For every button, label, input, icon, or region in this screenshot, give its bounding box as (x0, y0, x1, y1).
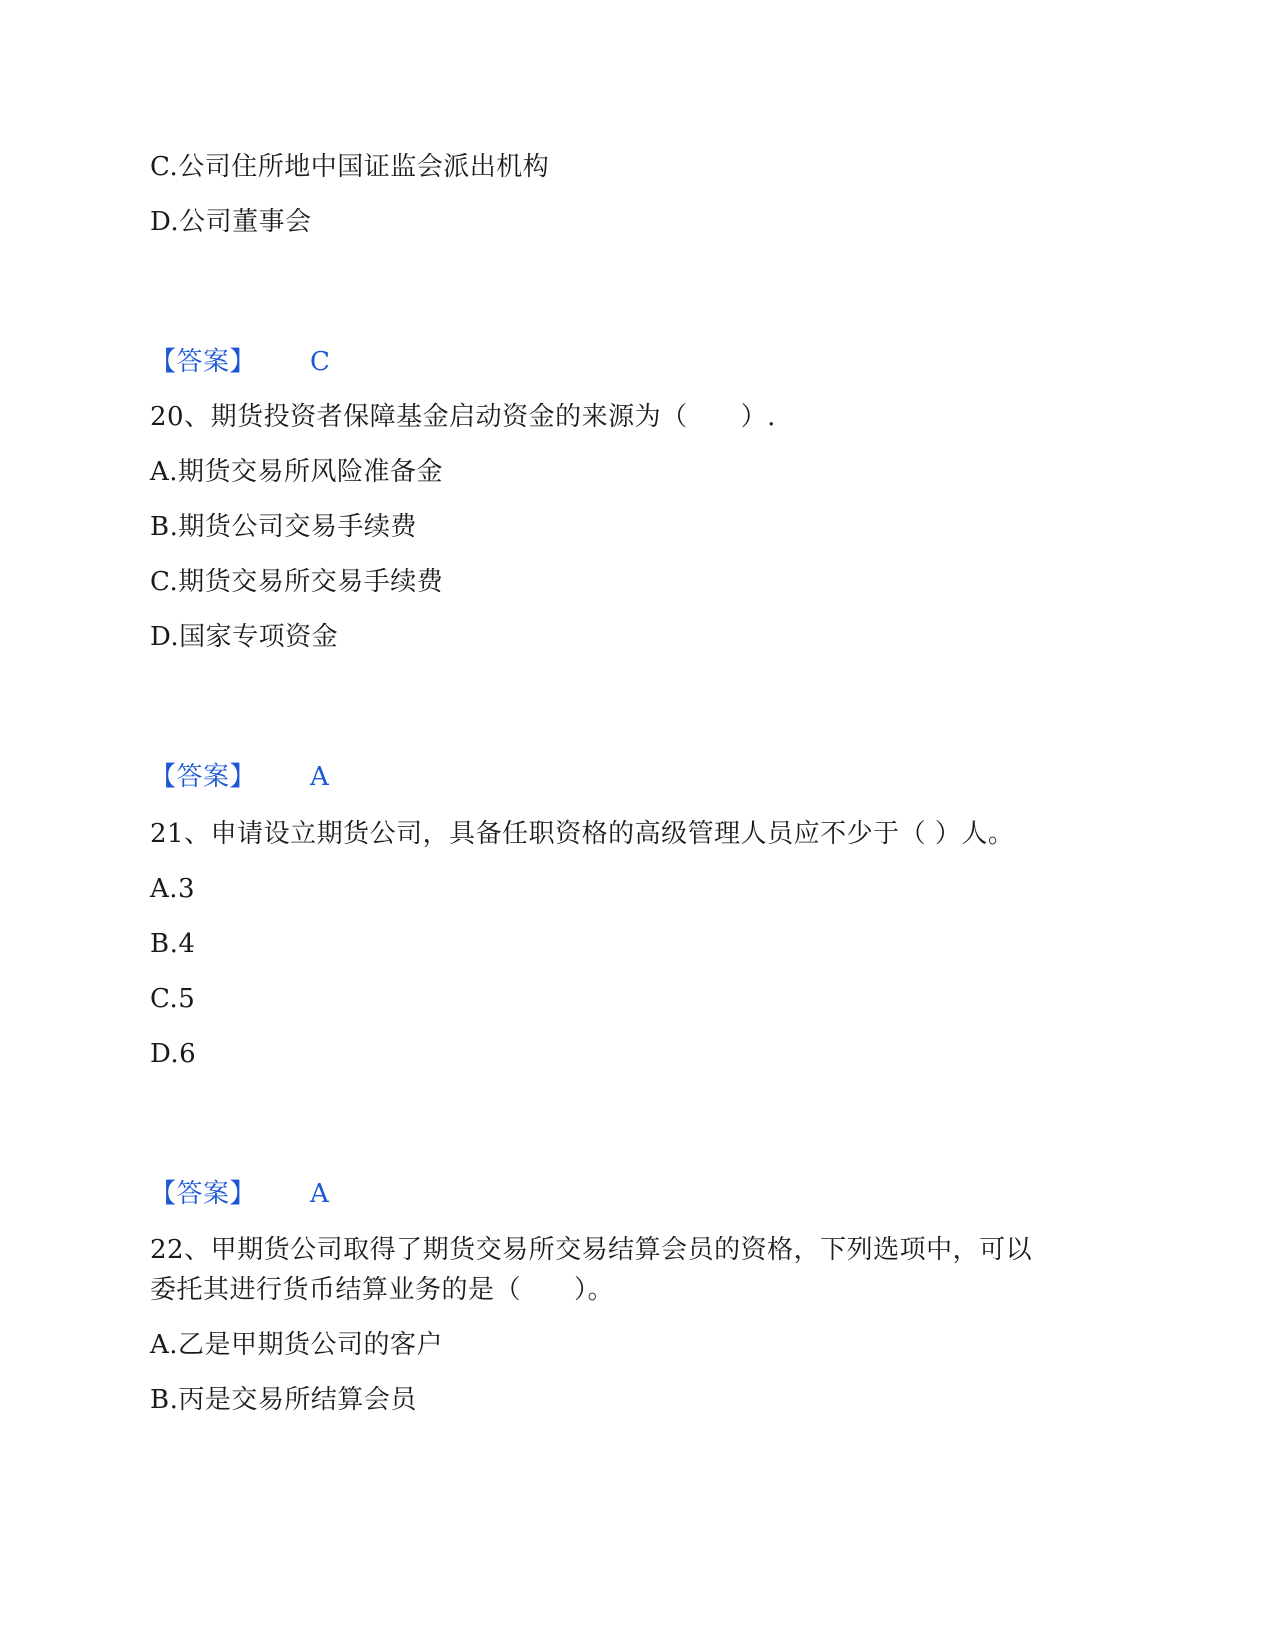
answer-value: C (310, 347, 331, 377)
question-text: 20、期货投资者保障基金启动资金的来源为（ ）. (150, 402, 776, 432)
option-d: D.公司董事会 (150, 207, 312, 237)
option-c: C.5 (150, 984, 196, 1014)
answer-value: A (310, 762, 330, 792)
option-c: C.公司住所地中国证监会派出机构 (150, 152, 550, 182)
question-text: 21、申请设立期货公司，具备任职资格的高级管理人员应不少于（ ）人。 (150, 819, 1015, 849)
answer-label: 【答案】 (150, 347, 257, 377)
answer-label: 【答案】 (150, 762, 257, 792)
option-c: C.期货交易所交易手续费 (150, 567, 444, 597)
option-a: A.3 (150, 874, 196, 904)
answer-value: A (310, 1179, 330, 1209)
option-b: B.丙是交易所结算会员 (150, 1385, 417, 1415)
option-b: B.4 (150, 929, 196, 959)
question-text-line2: 委托其进行货币结算业务的是（ ）。 (150, 1275, 615, 1305)
option-a: A.乙是甲期货公司的客户 (150, 1330, 444, 1360)
answer-row (150, 345, 330, 379)
option-a: A.期货交易所风险准备金 (150, 457, 444, 487)
option-d: D.6 (150, 1039, 197, 1069)
answer-row (150, 1177, 329, 1211)
question-text-line1: 22、甲期货公司取得了期货交易所交易结算会员的资格，下列选项中，可以 (150, 1235, 1033, 1265)
answer-label: 【答案】 (150, 1179, 257, 1209)
option-d: D.国家专项资金 (150, 622, 339, 652)
option-b: B.期货公司交易手续费 (150, 512, 417, 542)
answer-row (150, 760, 329, 794)
